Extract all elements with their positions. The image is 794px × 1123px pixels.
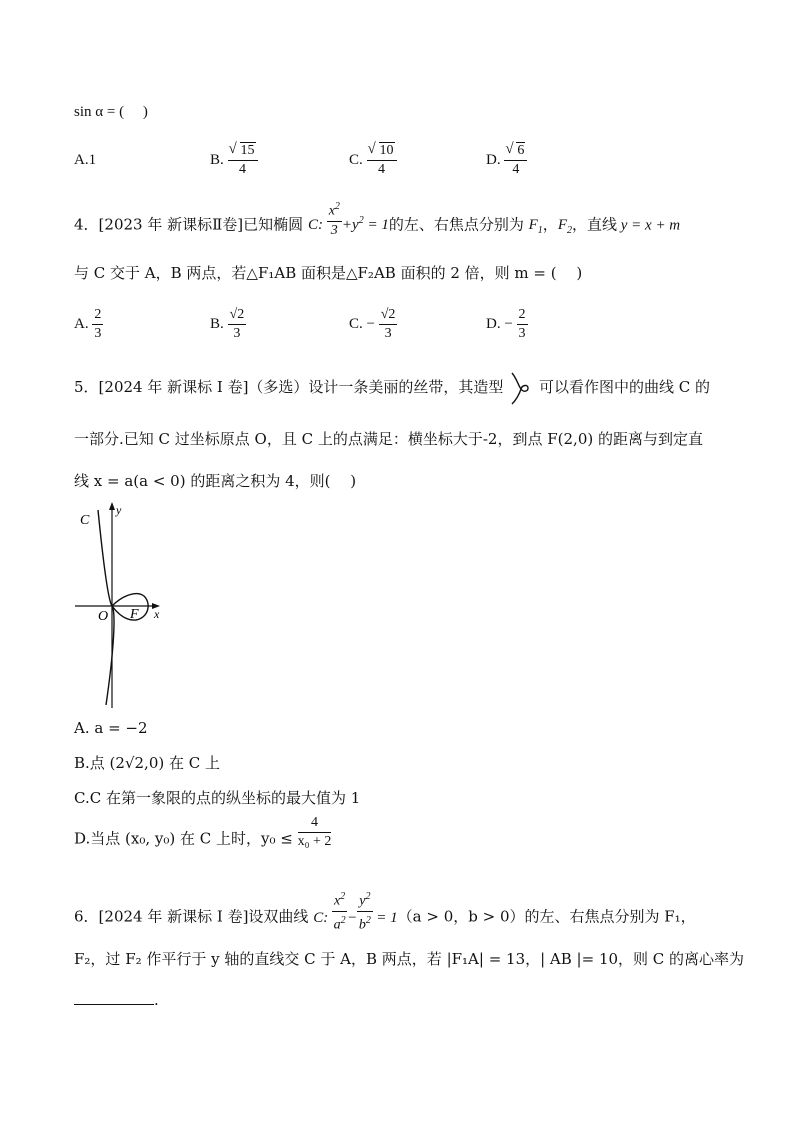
q5-option-c[interactable]: C.C 在第一象限的点的纵坐标的最大值为 1 [74, 789, 361, 807]
q4-line1: 4．[2023 年 新课标Ⅱ卷]已知椭圆 C: $\frac{x^2}{3}$ $+y^2 = 1$的左、右焦点分别为 $F_1$，$F_2$，直线 y = x + m [74, 212, 680, 240]
fraction: √ $\frac{10}{4}$ [367, 142, 397, 179]
curve-figure [70, 500, 170, 710]
q6-line1: 6．[2024 年 新课标 I 卷]设双曲线 C: $\frac{x^2}{a^2}$ − $\frac{y^2}{b^2}$ = 1（a > 0，b > 0）的左、右焦点分别为 F₁， [74, 902, 696, 934]
q3-option-b[interactable]: B. √ $\frac{15}{4}$ [210, 142, 258, 179]
hyperbola-equation: C: $\frac{x^2}{a^2}$ − $\frac{y^2}{b^2}$ = 1 [313, 910, 397, 926]
q3-tail: sin α = ( ) [74, 104, 148, 120]
label-f: F [130, 607, 139, 622]
fraction: √ $\frac{15}{4}$ [228, 142, 258, 179]
label-c: C [80, 513, 90, 528]
label-x: x [154, 607, 160, 621]
q3-option-c[interactable]: C. √ $\frac{10}{4}$ [349, 142, 397, 179]
q4-option-d[interactable]: D. − $\frac{2}{3}$ [486, 307, 526, 341]
ribbon-icon [508, 371, 534, 405]
label-o: O [98, 609, 109, 624]
q5-option-a[interactable]: A. a = −2 [74, 719, 148, 737]
q5-line2: 一部分.已知 C 过坐标原点 O，且 C 上的点满足：横坐标大于-2，到点 F(2,0) 的距离与到定直 [74, 430, 703, 448]
q6-answer-line: . [74, 990, 159, 1008]
q5-option-d[interactable]: D.当点 (x₀, y₀) 在 C 上时，y₀ ≤ $\frac{4}{\text{x₀ + 2}}$ [74, 815, 332, 849]
q4-option-b[interactable]: B. $\frac{√2}{3}$ [210, 307, 245, 341]
answer-blank[interactable] [74, 990, 154, 1005]
ellipse-equation: C: $\frac{x^2}{3}$ $+y^2 = 1$ [308, 217, 389, 233]
label-y: y [116, 503, 122, 517]
y-axis-arrow [109, 502, 115, 510]
q5-option-b[interactable]: B.点 (2√2,0) 在 C 上 [74, 754, 221, 772]
q6-line2: F₂，过 F₂ 作平行于 y 轴的直线交 C 于 A，B 两点，若 |F₁A| = 13，| AB |= 10，则 C 的离心率为 [74, 950, 745, 968]
q4-line2: 与 C 交于 A，B 两点，若△F₁AB 面积是△F₂AB 面积的 2 倍，则 m = ( ) [74, 264, 583, 282]
q3-option-d[interactable]: D. √ $\frac{6}{4}$ [486, 142, 527, 179]
q5-line1: 5．[2024 年 新课标 I 卷]（多选）设计一条美丽的丝带，其造型 可以看作图中的曲线 C 的 [74, 380, 710, 395]
q3-option-a[interactable]: A.1 [74, 152, 97, 168]
q5-line3: 线 x = a(a < 0) 的距离之积为 4，则( ) [74, 472, 357, 490]
q4-option-c[interactable]: C. − $\frac{√2}{3}$ [349, 307, 396, 341]
fraction: √ $\frac{6}{4}$ [504, 142, 527, 179]
q4-option-a[interactable]: A. $\frac{2}{3}$ [74, 307, 102, 341]
